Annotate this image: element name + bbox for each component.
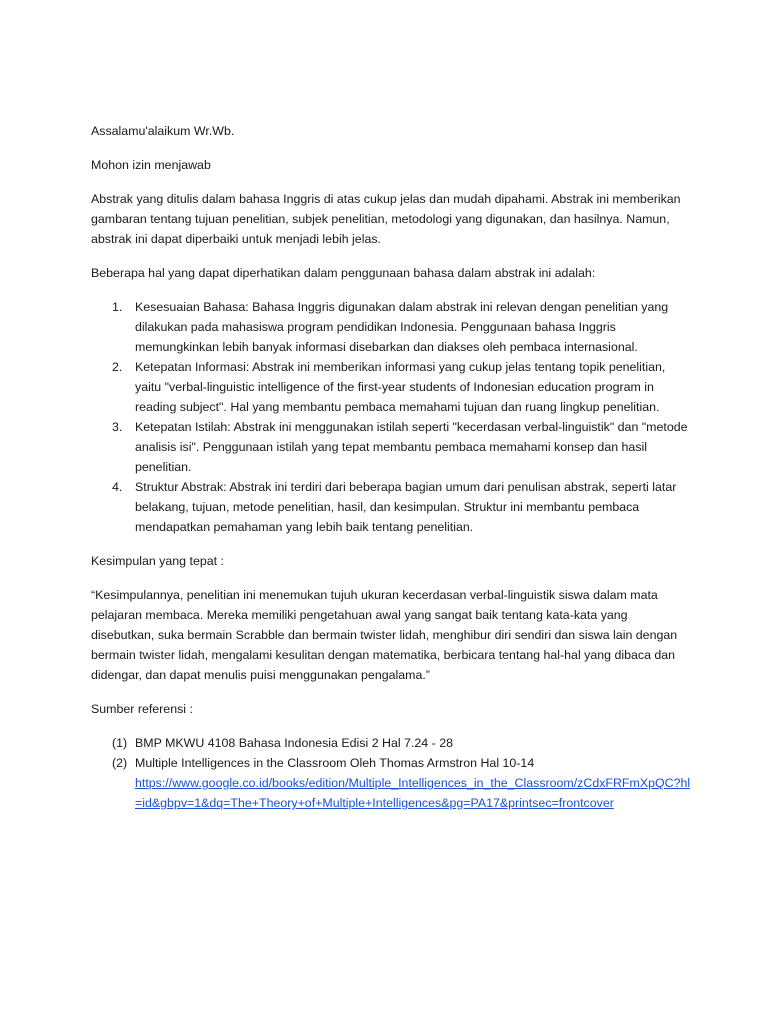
list-item [91,297,691,357]
list-item-text: Struktur Abstrak: Abstrak ini terdiri dari beberapa bagian umum dari penulisan abstrak, seperti latar belakang, tujuan, metode penelitian, hasil, dan kesimpulan. Struktur ini membantu pembaca mendapatkan pemahaman yang lebih baik tentang penelitian. [135,480,677,534]
references-list [91,733,691,813]
points-list [91,297,691,537]
intro-line: Mohon izin menjawab [91,158,211,172]
reference-item [91,733,691,753]
list-item [91,477,691,537]
list-item [91,417,691,477]
list-number: 4. [112,480,123,494]
list-number: 2. [112,360,123,374]
list-item-text: Ketepatan Informasi: Abstrak ini memberikan informasi yang cukup jelas tentang topik penelitian, yaitu "verbal-linguistic intelligence of the first-year students of Indonesian education program in reading subject". Hal yang membantu pembaca memahami tujuan dan ruang lingkup penelitian. [135,360,666,414]
references-heading: Sumber referensi : [91,702,193,716]
paragraph-1: Abstrak yang ditulis dalam bahasa Inggris di atas cukup jelas dan mudah dipahami. Abstrak ini memberikan gambaran tentang tujuan penelitian, subjek penelitian, metodologi yang digunakan, dan hasilnya. Namun, abstrak ini dapat diperbaiki untuk menjadi lebih jelas. [91,192,681,246]
reference-text: Multiple Intelligences in the Classroom Oleh Thomas Armstron Hal 10-14 [135,756,535,770]
document-body [91,121,691,813]
reference-number: (1) [112,736,128,750]
list-item [91,357,691,417]
reference-link[interactable]: https://www.google.co.id/books/edition/Multiple_Intelligences_in_the_Classroom/zCdxFRFmXpQC?hl=id&gbpv=1&dq=The+Theory+of+Multiple+Intelligences&pg=PA17&printsec=frontcover [135,776,691,810]
conclusion-heading: Kesimpulan yang tepat : [91,554,224,568]
list-number: 3. [112,420,123,434]
list-item-text: Kesesuaian Bahasa: Bahasa Inggris digunakan dalam abstrak ini relevan dengan penelitian yang dilakukan pada mahasiswa program pendidikan Indonesia. Penggunaan bahasa Inggris memungkinkan lebih banyak informasi disebarkan dan diakses oleh pembaca internasional. [135,300,669,354]
list-number: 1. [112,300,123,314]
reference-text: BMP MKWU 4108 Bahasa Indonesia Edisi 2 Hal 7.24 - 28 [135,736,453,750]
paragraph-2: Beberapa hal yang dapat diperhatikan dalam penggunaan bahasa dalam abstrak ini adalah: [91,266,596,280]
list-item-text: Ketepatan Istilah: Abstrak ini menggunakan istilah seperti "kecerdasan verbal-linguistik" dan "metode analisis isi". Penggunaan istilah yang tepat membantu pembaca memahami konsep dan hasil penelitian. [135,420,688,474]
reference-item [91,753,691,813]
conclusion-quote: “Kesimpulannya, penelitian ini menemukan tujuh ukuran kecerdasan verbal-linguistik siswa dalam mata pelajaran membaca. Mereka memiliki pengetahuan awal yang sangat baik tentang kata-kata yang disebutkan, suka bermain Scrabble dan bermain twister lidah, menghibur diri sendiri dan siswa lain dengan bermain twister lidah, mengalami kesulitan dengan matematika, berbicara tentang hal-hal yang dibaca dan didengar, dan dapat menulis puisi menggunakan pengalama.” [91,588,678,682]
greeting-line: Assalamu'alaikum Wr.Wb. [91,124,235,138]
reference-number: (2) [112,756,128,770]
